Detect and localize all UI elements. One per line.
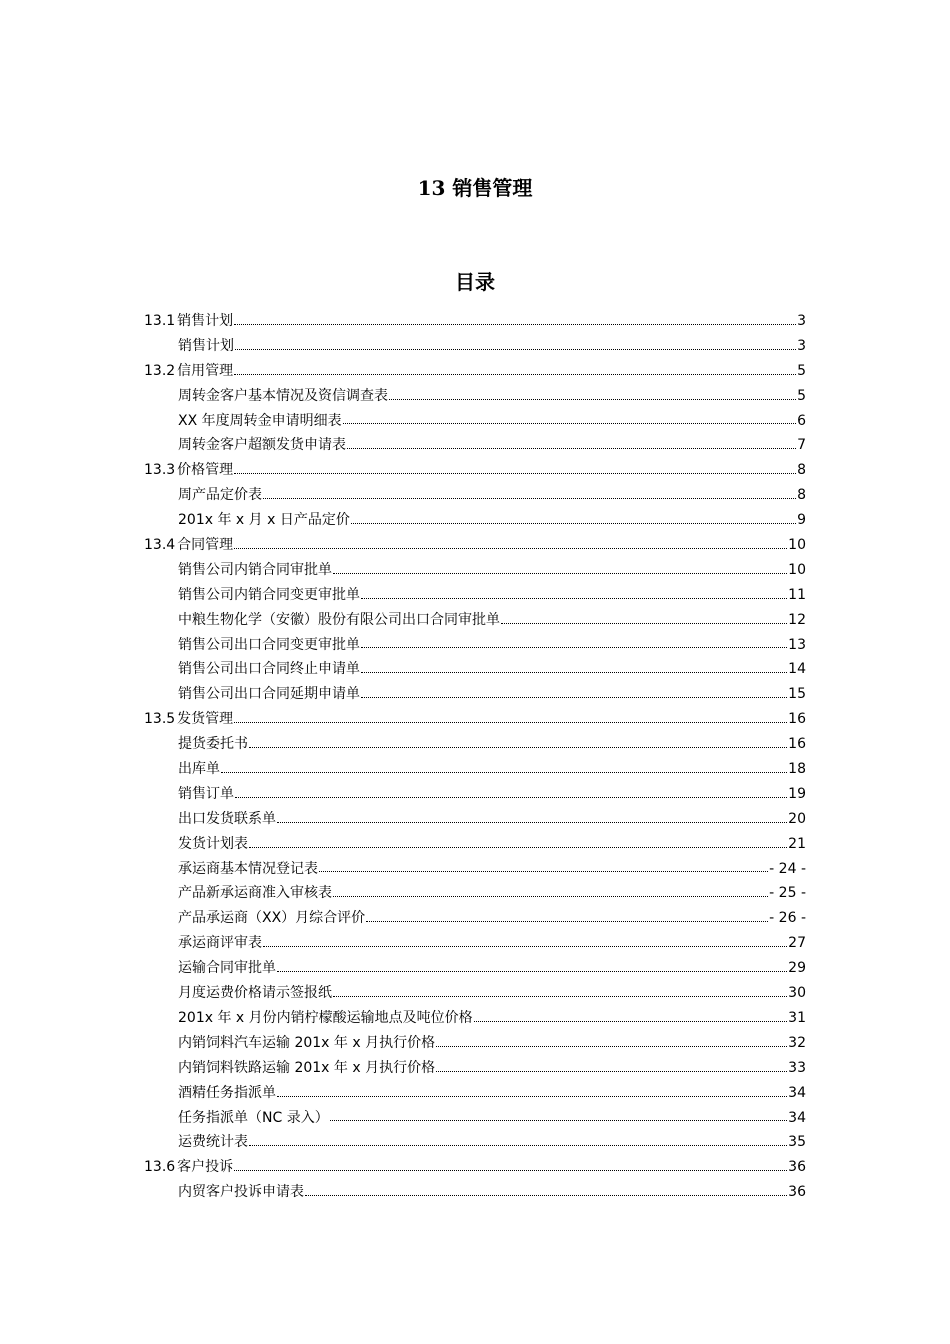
- toc-section-entry[interactable]: [144, 1155, 806, 1180]
- toc-section-number: 13.2: [144, 362, 176, 379]
- toc-entry-label: 销售计划: [178, 337, 234, 354]
- toc-leader-dots: [277, 970, 787, 972]
- toc-subentry[interactable]: [144, 558, 806, 583]
- toc-subentry[interactable]: [144, 732, 806, 757]
- toc-entry-label: 周产品定价表: [178, 487, 262, 504]
- toc-leader-dots: [501, 622, 787, 624]
- toc-page-number: 16: [788, 711, 806, 728]
- toc-leader-dots: [277, 821, 787, 823]
- toc-entry-label: 酒精任务指派单: [178, 1084, 276, 1101]
- toc-entry-label: 201x 年 x 月份内销柠檬酸运输地点及吨位价格: [178, 1009, 473, 1026]
- toc-section-number: 13.4: [144, 537, 176, 554]
- toc-entry-label: 发货计划表: [178, 835, 248, 852]
- toc-leader-dots: [249, 846, 787, 848]
- toc-page-number: 34: [788, 1084, 806, 1101]
- toc-entry-label: 销售公司内销合同变更审批单: [178, 586, 360, 603]
- toc-entry-label: 产品承运商（XX）月综合评价: [178, 910, 366, 927]
- toc-entry-label: 承运商评审表: [178, 935, 262, 952]
- toc-section-entry[interactable]: [144, 707, 806, 732]
- toc-entry-label: 销售公司出口合同延期申请单: [178, 686, 360, 703]
- toc-page-number: 19: [788, 785, 806, 802]
- toc-entry-label: 销售公司出口合同变更审批单: [178, 636, 360, 653]
- toc-leader-dots: [361, 646, 787, 648]
- toc-subentry[interactable]: [144, 1056, 806, 1081]
- toc-page-number: 27: [788, 935, 806, 952]
- toc-page-number: 8: [797, 487, 806, 504]
- toc-section-entry[interactable]: [144, 309, 806, 334]
- toc-entry-label: 承运商基本情况登记表: [178, 860, 318, 877]
- toc-subentry[interactable]: [144, 633, 806, 658]
- toc-subentry[interactable]: [144, 334, 806, 359]
- toc-entry-label: 月度运费价格请示签报纸: [178, 985, 332, 1002]
- toc-page-number: 10: [788, 561, 806, 578]
- toc-leader-dots: [436, 1070, 787, 1072]
- toc-page-number: - 25 -: [769, 885, 806, 902]
- toc-page-number: 5: [797, 387, 806, 404]
- toc-page-number: 3: [797, 313, 806, 329]
- toc-subentry[interactable]: [144, 757, 806, 782]
- toc-subentry[interactable]: [144, 483, 806, 508]
- toc-leader-dots: [436, 1045, 787, 1047]
- toc-leader-dots: [234, 547, 787, 549]
- toc-page-number: - 26 -: [769, 910, 806, 927]
- toc-entry-label: 合同管理: [177, 537, 234, 554]
- toc-subentry[interactable]: [144, 409, 806, 434]
- toc-entry-label: 发货管理: [177, 711, 234, 728]
- toc-entry-label: 产品新承运商准入审核表: [178, 885, 332, 902]
- toc-leader-dots: [221, 771, 787, 773]
- toc-subentry[interactable]: [144, 583, 806, 608]
- toc-page-number: 30: [788, 985, 806, 1002]
- toc-subentry[interactable]: [144, 956, 806, 981]
- toc-entry-label: 销售订单: [178, 785, 234, 802]
- toc-page-number: 20: [788, 810, 806, 827]
- toc-leader-dots: [249, 1144, 787, 1146]
- toc-leader-dots: [366, 920, 768, 922]
- toc-entry-label: 客户投诉: [177, 1159, 234, 1176]
- toc-page-number: 33: [788, 1059, 806, 1076]
- toc-page-number: 14: [788, 661, 806, 678]
- toc-subentry[interactable]: [144, 807, 806, 832]
- toc-entry-label: 周转金客户基本情况及资信调查表: [178, 387, 388, 404]
- toc-page-number: 5: [797, 362, 806, 379]
- toc-leader-dots: [343, 422, 796, 424]
- toc-leader-dots: [234, 1169, 787, 1171]
- toc-entry-label: 销售计划: [177, 313, 234, 329]
- toc-subentry[interactable]: [144, 906, 806, 931]
- toc-subentry[interactable]: [144, 782, 806, 807]
- toc-page-number: 16: [788, 736, 806, 753]
- toc-entry-label: 提货委托书: [178, 736, 248, 753]
- toc-leader-dots: [277, 1095, 787, 1097]
- toc-subentry[interactable]: [144, 682, 806, 707]
- toc-leader-dots: [234, 323, 796, 325]
- toc-leader-dots: [235, 348, 796, 350]
- toc-page-number: 21: [788, 835, 806, 852]
- document-title: 13 销售管理: [417, 176, 533, 200]
- toc-page-number: 11: [788, 586, 806, 603]
- toc-section-entry[interactable]: [144, 458, 806, 483]
- toc-leader-dots: [234, 472, 796, 474]
- toc-subentry[interactable]: [144, 608, 806, 633]
- toc-entry-label: 销售公司内销合同审批单: [178, 561, 332, 578]
- toc-subentry[interactable]: [144, 1031, 806, 1056]
- toc-entry-label: 周转金客户超额发货申请表: [178, 437, 346, 454]
- toc-entry-label: 内销饲料铁路运输 201x 年 x 月执行价格: [178, 1059, 436, 1076]
- toc-page-number: 7: [797, 437, 806, 454]
- toc-leader-dots: [234, 721, 787, 723]
- toc-entry-label: 出口发货联系单: [178, 810, 276, 827]
- toc-leader-dots: [305, 1194, 787, 1196]
- toc-section-number: 13.3: [144, 462, 176, 479]
- toc-subentry[interactable]: [144, 881, 806, 906]
- toc-page-number: 9: [797, 512, 806, 529]
- toc-subentry[interactable]: [144, 981, 806, 1006]
- toc-page-number: 6: [797, 412, 806, 429]
- toc-entry-label: 内销饲料汽车运输 201x 年 x 月执行价格: [178, 1034, 436, 1051]
- toc-page-number: 29: [788, 960, 806, 977]
- toc-page-number: 15: [788, 686, 806, 703]
- toc-entry-label: 价格管理: [177, 462, 234, 479]
- toc-leader-dots: [333, 895, 768, 897]
- toc-leader-dots: [474, 1020, 788, 1022]
- toc-leader-dots: [333, 572, 787, 574]
- toc-subentry[interactable]: [144, 832, 806, 857]
- toc-leader-dots: [263, 497, 796, 499]
- toc-entry-label: 内贸客户投诉申请表: [178, 1184, 304, 1201]
- toc-subentry[interactable]: [144, 508, 806, 533]
- toc-subentry[interactable]: [144, 1081, 806, 1106]
- toc-heading: 目录: [455, 270, 495, 294]
- toc-leader-dots: [347, 447, 796, 449]
- toc-entry-label: 运输合同审批单: [178, 960, 276, 977]
- toc-page-number: 13: [788, 636, 806, 653]
- toc-page-number: 35: [788, 1134, 806, 1151]
- toc-leader-dots: [249, 746, 787, 748]
- toc-entry-label: 运费统计表: [178, 1134, 248, 1151]
- toc-subentry[interactable]: [144, 1180, 806, 1205]
- toc-page-number: 32: [788, 1034, 806, 1051]
- toc-subentry[interactable]: [144, 1006, 806, 1031]
- toc-page-number: 36: [788, 1184, 806, 1201]
- toc-subentry[interactable]: [144, 384, 806, 409]
- toc-subentry[interactable]: [144, 433, 806, 458]
- toc-section-entry[interactable]: [144, 533, 806, 558]
- toc-page-number: 10: [788, 537, 806, 554]
- table-of-contents: [144, 309, 806, 1205]
- toc-subentry[interactable]: [144, 657, 806, 682]
- toc-leader-dots: [389, 398, 796, 400]
- toc-subentry[interactable]: [144, 1130, 806, 1155]
- toc-subentry[interactable]: [144, 1106, 806, 1131]
- toc-leader-dots: [333, 995, 787, 997]
- toc-page-number: 36: [788, 1159, 806, 1176]
- toc-entry-label: 出库单: [178, 761, 220, 778]
- toc-page-number: 31: [788, 1009, 806, 1026]
- toc-page-number: 8: [797, 462, 806, 479]
- toc-section-number: 13.5: [144, 711, 176, 728]
- toc-section-number: 13.1: [144, 313, 176, 329]
- toc-page-number: 12: [788, 611, 806, 628]
- toc-entry-label: XX 年度周转金申请明细表: [178, 412, 342, 429]
- toc-subentry[interactable]: [144, 857, 806, 882]
- toc-leader-dots: [234, 373, 796, 375]
- toc-leader-dots: [330, 1119, 787, 1121]
- toc-page-number: - 24 -: [769, 860, 806, 877]
- toc-entry-label: 任务指派单（NC 录入）: [178, 1109, 329, 1126]
- toc-entry-label: 201x 年 x 月 x 日产品定价: [178, 512, 350, 529]
- toc-page-number: 18: [788, 761, 806, 778]
- toc-leader-dots: [319, 870, 768, 872]
- toc-leader-dots: [361, 696, 787, 698]
- toc-leader-dots: [361, 597, 787, 599]
- toc-page-number: 3: [797, 337, 806, 354]
- toc-entry-label: 中粮生物化学（安徽）股份有限公司出口合同审批单: [178, 611, 500, 628]
- toc-section-number: 13.6: [144, 1159, 176, 1176]
- toc-subentry[interactable]: [144, 931, 806, 956]
- toc-page-number: 34: [788, 1109, 806, 1126]
- toc-entry-label: 信用管理: [177, 362, 234, 379]
- toc-leader-dots: [351, 522, 796, 524]
- toc-entry-label: 销售公司出口合同终止申请单: [178, 661, 360, 678]
- toc-leader-dots: [263, 945, 787, 947]
- toc-section-entry[interactable]: [144, 359, 806, 384]
- toc-leader-dots: [361, 671, 787, 673]
- toc-leader-dots: [235, 796, 787, 798]
